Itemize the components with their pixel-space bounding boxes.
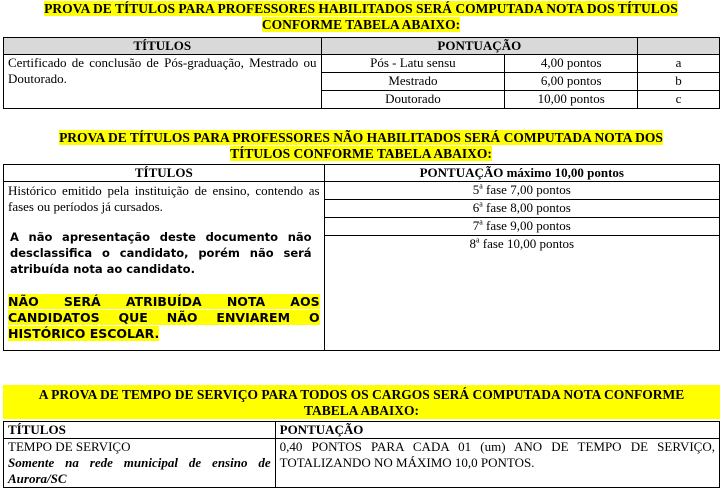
- section3-service-label: TEMPO DE SERVIÇO: [8, 439, 131, 454]
- section2-table: [3, 164, 720, 351]
- section2-title-cell: [4, 182, 325, 351]
- section1-letter-b: b: [638, 73, 720, 91]
- section1-heading-line2: CONFORME TABELA ABAIXO:: [261, 17, 461, 32]
- section1-letter-c: c: [638, 91, 720, 109]
- section1-heading: [0, 1, 722, 33]
- section3-heading-line1: A PROVA DE TEMPO DE SERVIÇO PARA TODOS OS CARGOS SERÁ COMPUTADA NOTA CONFORME: [38, 387, 685, 402]
- section1-col-titles: TÍTULOS: [4, 38, 322, 55]
- section3-heading-line2: TABELA ABAIXO:: [304, 403, 419, 418]
- section2-heading-line1: PROVA DE TÍTULOS PARA PROFESSORES NÃO HABILITADOS SERÁ COMPUTADA NOTA DOS: [59, 130, 663, 145]
- section1-heading-line1: PROVA DE TÍTULOS PARA PROFESSORES HABILITADOS SERÁ COMPUTADA NOTA DOS TÍTULOS: [44, 1, 678, 16]
- section1-degree-b: Mestrado: [321, 73, 505, 91]
- section3-points-text: 0,40 PONTOS PARA CADA 01 (um) ANO DE TEMPO DE SERVIÇO, TOTALIZANDO NO MÁXIMO 10,0 PONTOS.: [275, 439, 719, 488]
- section3-service-note: Somente na rede municipal de ensino de Aurora/SC: [8, 455, 271, 486]
- section1-table: [3, 37, 720, 109]
- section3-col-points: PONTUAÇÃO: [275, 422, 719, 439]
- section3-heading: [3, 385, 720, 419]
- section2-phase-6: 6$^a$ fase 8,00 pontos: [324, 200, 719, 218]
- section1-description: Certificado de conclusão de Pós-graduação, Mestrado ou Doutorado.: [4, 55, 322, 109]
- section3-title-cell: [4, 439, 276, 488]
- section2-warning: NÃO SERÁ ATRIBUÍDA NOTA AOS CANDIDATOS QUE NÃO ENVIAREM O HISTÓRICO ESCOLAR.: [8, 294, 320, 341]
- section1-degree-a: Pós - Latu sensu: [321, 55, 505, 73]
- section2-heading: [0, 130, 722, 162]
- section2-phase-5: 5$^a$ fase 7,00 pontos: [324, 182, 719, 200]
- section1-points-b: 6,00 pontos: [505, 73, 638, 91]
- section2-warning-wrap: [8, 294, 320, 342]
- section3-col-titles: TÍTULOS: [4, 422, 276, 439]
- section1-degree-c: Doutorado: [321, 91, 505, 109]
- section2-note: A não apresentação deste documento não desclassifica o candidato, porém não será atribuída nota ao candidato.: [10, 230, 312, 276]
- section2-description: Histórico emitido pela instituição de ensino, contendo as fases ou períodos já cursados.: [8, 183, 320, 214]
- section1-points-c: 10,00 pontos: [505, 91, 638, 109]
- section2-col-points: PONTUAÇÃO máximo 10,00 pontos: [324, 165, 719, 182]
- section3-table: [3, 421, 720, 488]
- section2-phase-8: 8$^a$ fase 10,00 pontos: [324, 236, 719, 351]
- section1-col-points: PONTUAÇÃO: [321, 38, 638, 55]
- section2-heading-line2: TÍTULOS CONFORME TABELA ABAIXO:: [230, 146, 492, 161]
- section1-letter-a: a: [638, 55, 720, 73]
- section2-phase-7: 7$^a$ fase 9,00 pontos: [324, 218, 719, 236]
- section1-points-a: 4,00 pontos: [505, 55, 638, 73]
- section1-col-blank: [638, 38, 720, 55]
- section2-col-titles: TÍTULOS: [4, 165, 325, 182]
